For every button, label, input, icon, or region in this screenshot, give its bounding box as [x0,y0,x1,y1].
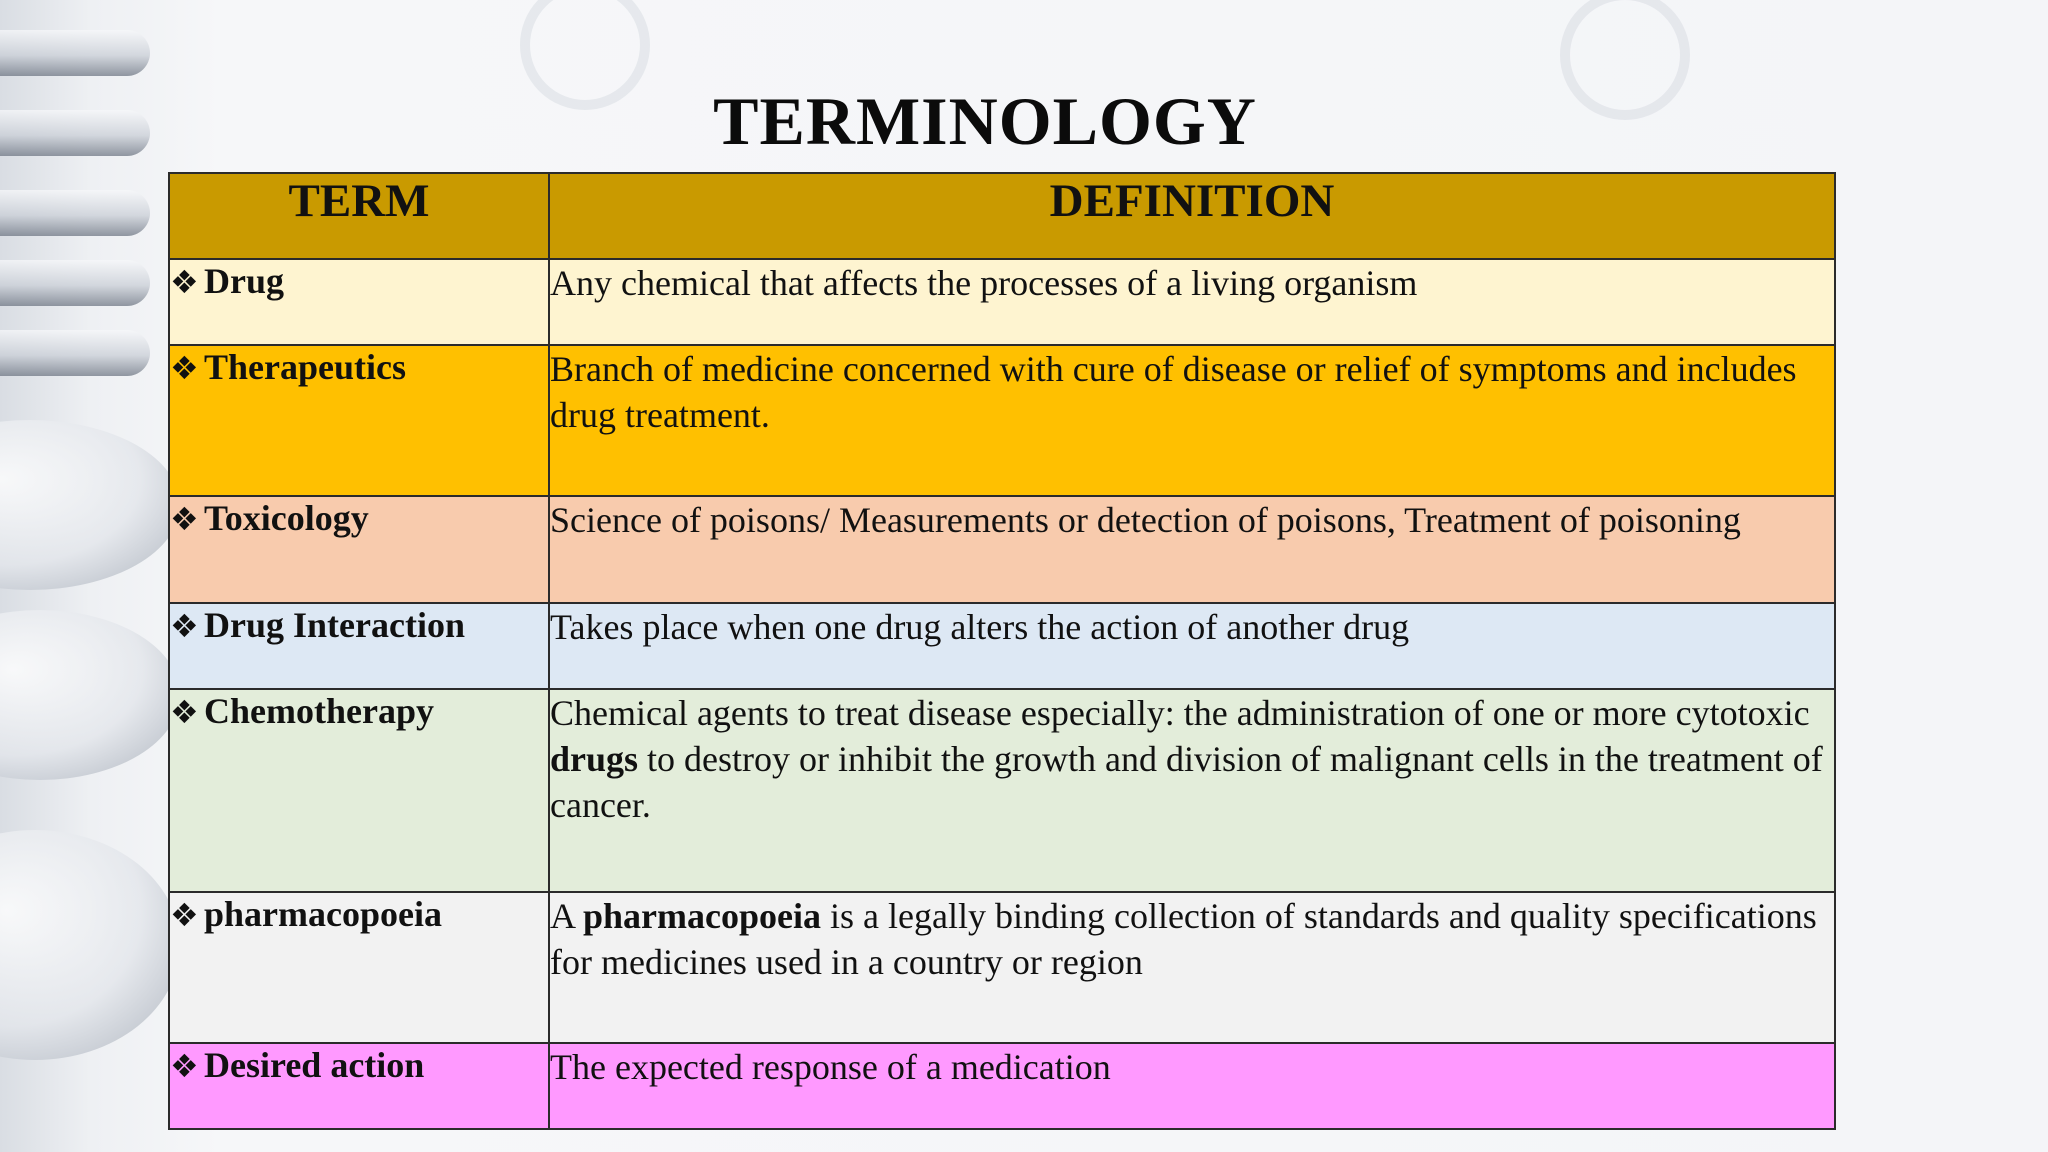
definition-text: is a legally binding collection of standards and quality specifications for medicines used in a country or region [550,896,1817,982]
background-pills-decoration [0,0,190,1152]
pill-shape [0,190,150,236]
definition-emphasis: pharmacopoeia [583,896,822,936]
term-label: Therapeutics [204,347,406,387]
slide-title: TERMINOLOGY [713,83,1257,159]
definition-text: Chemical agents to treat disease especially: the administration of one or more cytotoxic [550,693,1810,733]
term-cell [169,496,549,603]
diamond-bullet-icon: ❖ [170,693,199,731]
table-row [169,259,1835,345]
definition-emphasis: drugs [550,739,639,779]
definition-text: Any chemical that affects the processes of a living organism [550,263,1418,303]
table-row [169,603,1835,689]
term-label: Desired action [204,1045,425,1085]
diamond-bullet-icon: ❖ [170,349,199,387]
definition-text: Takes place when one drug alters the action of another drug [550,607,1410,647]
definition-text: Branch of medicine concerned with cure of disease or relief of symptoms and includes drug treatment. [550,349,1797,435]
term-cell [169,689,549,892]
definition-cell [549,259,1835,345]
definition-cell [549,689,1835,892]
table-header-row [169,173,1835,259]
diamond-bullet-icon: ❖ [170,263,199,301]
term-cell [169,1043,549,1129]
term-cell [169,892,549,1043]
diamond-bullet-icon: ❖ [170,500,199,538]
diamond-bullet-icon: ❖ [170,896,199,934]
table-row [169,1043,1835,1129]
definition-cell [549,496,1835,603]
definition-text: to destroy or inhibit the growth and division of malignant cells in the treatment of cancer. [550,739,1823,825]
terminology-table [168,172,1836,1130]
definition-cell [549,892,1835,1043]
header-term: TERM [169,173,549,259]
diamond-bullet-icon: ❖ [170,1047,199,1085]
tablet-shape [0,610,180,780]
definition-text: Science of poisons/ Measurements or detection of poisons, Treatment of poisoning [550,500,1741,540]
tablet-shape [0,830,180,1060]
term-label: pharmacopoeia [204,894,442,934]
term-cell [169,603,549,689]
pill-shape [0,30,150,76]
definition-cell [549,345,1835,496]
definition-cell [549,603,1835,689]
definition-text: The expected response of a medication [550,1047,1111,1087]
term-label: Drug Interaction [204,605,465,645]
diamond-bullet-icon: ❖ [170,607,199,645]
term-cell [169,345,549,496]
pill-shape [0,330,150,376]
term-label: Toxicology [204,498,369,538]
definition-text: A [550,896,584,936]
table-row [169,892,1835,1043]
tablet-shape [0,420,180,590]
term-label: Chemotherapy [204,691,434,731]
table-row [169,345,1835,496]
term-cell [169,259,549,345]
table-row [169,689,1835,892]
definition-cell [549,1043,1835,1129]
pill-shape [0,260,150,306]
table-row [169,496,1835,603]
term-label: Drug [204,261,284,301]
header-definition: DEFINITION [549,173,1835,259]
